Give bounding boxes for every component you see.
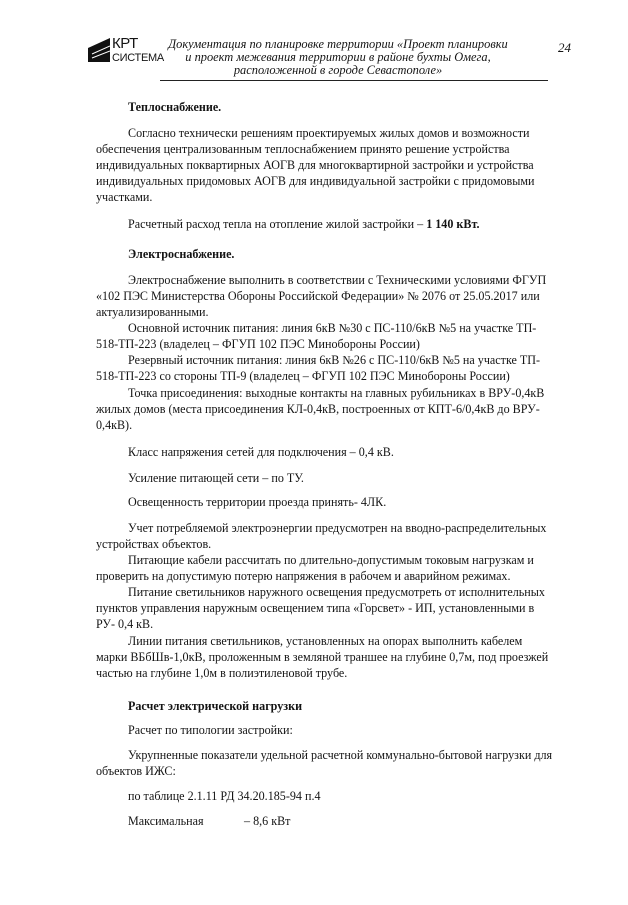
paragraph-metering bbox=[96, 520, 564, 552]
section-heading-power: Электроснабжение. bbox=[128, 247, 235, 261]
paragraph-heat-consumption bbox=[96, 216, 596, 232]
logo-text-krt: КРТ bbox=[112, 35, 138, 52]
max-load-label: Максимальная bbox=[128, 814, 204, 828]
logo-text-sistema: СИСТЕМА bbox=[112, 52, 164, 64]
text-line: участками. bbox=[96, 190, 153, 204]
text-line: проверить на допустимую потерю напряжения в рабочем и аварийном режимах. bbox=[96, 569, 511, 583]
paragraph-max-load bbox=[96, 813, 596, 829]
text-line: Укрупненные показатели удельной расчетной коммунально-бытовой нагрузки для bbox=[128, 748, 553, 762]
section-heading-load: Расчет электрической нагрузки bbox=[128, 699, 303, 713]
text-line: Питание светильников наружного освещения предусмотреть от исполнительных bbox=[128, 585, 545, 599]
paragraph-illumination: Освещенность территории проезда принять- 4ЛК. bbox=[128, 495, 387, 509]
text-line: актуализированными. bbox=[96, 305, 209, 319]
title-line: расположенной в городе Севастополе» bbox=[233, 63, 443, 77]
text-line: Резервный источник питания: линия 6кВ №26 с ПС-110/6кВ №5 на участке ТП- bbox=[128, 353, 541, 367]
text-line: Линии питания светильников, установленных на опорах выполнить кабелем bbox=[128, 634, 523, 648]
paragraph-lighting-lines bbox=[96, 633, 564, 681]
document-title bbox=[160, 38, 516, 77]
paragraph-power-conditions bbox=[96, 272, 564, 320]
text-line: частью на глубине 1,0м в полиэтиленовой трубе. bbox=[96, 666, 348, 680]
text-line: индивидуальных придомовых АОГВ для индивидуальной застройки с придомовыми bbox=[96, 174, 535, 188]
text-line: 518-ТП-223 со стороны ТП-9 (владелец – ФГУП 102 ПЭС Минобороны России) bbox=[96, 369, 510, 383]
paragraph-reserve-source bbox=[96, 352, 564, 384]
text-line: пунктов управления наружным освещением типа «Горсвет» - ИП, установленными в bbox=[96, 601, 535, 615]
text-line: 0,4кВ). bbox=[96, 418, 133, 432]
paragraph-network-reinforcement: Усиление питающей сети – по ТУ. bbox=[128, 471, 304, 485]
text-line: «102 ПЭС Министерства Обороны Российской Федерации» № 2076 от 25.05.2017 или bbox=[96, 289, 540, 303]
text-line: Питающие кабели рассчитать по длительно-допустимым токовым нагрузкам и bbox=[128, 553, 534, 567]
paragraph-voltage-class: Класс напряжения сетей для подключения – 0,4 кВ. bbox=[128, 445, 394, 459]
max-load-value: – 8,6 кВт bbox=[244, 814, 291, 828]
text-line: 518-ТП-223 (владелец – ФГУП 102 ПЭС Минобороны России) bbox=[96, 337, 420, 351]
paragraph-main-source bbox=[96, 320, 564, 352]
text-line: Точка присоединения: выходные контакты на главных рубильниках в ВРУ-0,4кВ bbox=[128, 386, 545, 400]
text-line: объектов ИЖС: bbox=[96, 764, 176, 778]
paragraph-supply-cables bbox=[96, 552, 564, 584]
paragraph-connection-point bbox=[96, 385, 564, 433]
text-span: Расчетный расход тепла на отопление жилой застройки – bbox=[128, 217, 427, 231]
title-line: Документация по планировке территории «Проект планировки bbox=[168, 37, 508, 51]
text-line: Согласно технически решениям проектируемых жилых домов и возможности bbox=[128, 126, 530, 140]
text-line: устройствах объектов. bbox=[96, 537, 212, 551]
section-heading-heat: Теплоснабжение. bbox=[128, 100, 222, 114]
header-divider bbox=[160, 80, 548, 81]
text-line: Учет потребляемой электроэнергии предусмотрен на вводно-распределительных bbox=[128, 521, 547, 535]
text-line: жилых домов (места присоединения КЛ-0,4кВ, построенных от КПТ-6/0,4кВ до ВРУ- bbox=[96, 402, 540, 416]
paragraph-heat-solution bbox=[96, 125, 564, 205]
page-number: 24 bbox=[558, 40, 571, 55]
company-logo bbox=[88, 35, 164, 68]
paragraph-table-reference: по таблице 2.1.11 РД 34.20.185-94 п.4 bbox=[128, 789, 321, 803]
text-line: Основной источник питания: линия 6кВ №30 с ПС-110/6кВ №5 на участке ТП- bbox=[128, 321, 537, 335]
text-line: марки ВБбШв-1,0кВ, проложенным в земляной траншее на глубине 0,7м, под проезжей bbox=[96, 650, 549, 664]
text-line: индивидуальных поквартирных АОГВ для многоквартирной застройки и устройства bbox=[96, 158, 534, 172]
heat-value: 1 140 кВт. bbox=[426, 217, 480, 231]
title-line: и проект межевания территории в районе бухты Омега, bbox=[185, 50, 491, 64]
paragraph-typology: Расчет по типологии застройки: bbox=[128, 723, 293, 737]
paragraph-specific-load bbox=[96, 747, 564, 779]
paragraph-lighting-supply bbox=[96, 584, 564, 632]
text-line: Электроснабжение выполнить в соответствии с Техническими условиями ФГУП bbox=[128, 273, 547, 287]
text-line: обеспечения централизованным теплоснабжением принято решение устройства bbox=[96, 142, 510, 156]
logo-mark-icon bbox=[88, 38, 110, 62]
text-line: РУ- 0,4 кВ. bbox=[96, 617, 154, 631]
